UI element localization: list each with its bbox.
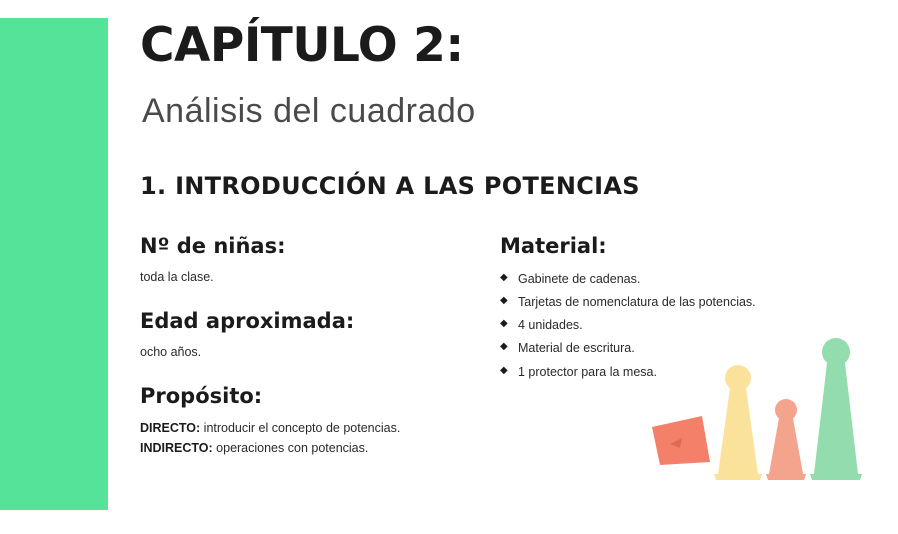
material-item-text: Tarjetas de nomenclatura de las potencias. [518, 295, 756, 310]
purpose-label: Propósito: [140, 383, 263, 408]
page-title: CAPÍTULO 2: [140, 18, 464, 73]
list-item [500, 291, 870, 314]
left-column [140, 234, 480, 459]
material-item-text: Gabinete de cadenas. [518, 272, 641, 286]
left-accent-bar [0, 18, 108, 510]
purpose-indirect-key: INDIRECTO: [140, 441, 213, 456]
right-column [500, 234, 870, 384]
purpose-direct-text: introducir el concepto de potencias. [200, 420, 401, 435]
material-list [500, 268, 870, 384]
list-item [140, 438, 480, 459]
diamond-bullet-icon: ◆ [500, 272, 508, 283]
diamond-bullet-icon: ◆ [500, 341, 508, 353]
section-heading: 1. INTRODUCCIÓN A LAS POTENCIAS [140, 172, 640, 200]
material-label: Material: [500, 234, 607, 258]
approximate-age-label: Edad aproximada: [140, 308, 355, 333]
purpose-list [140, 418, 480, 459]
list-item [140, 418, 480, 439]
material-item-text: 4 unidades. [518, 318, 583, 333]
number-of-girls-label: Nº de niñas: [140, 234, 286, 258]
number-of-girls-value: toda la clase. [140, 270, 214, 284]
list-item [500, 361, 870, 384]
purpose-direct-key: DIRECTO: [140, 420, 201, 435]
list-item [500, 337, 870, 360]
material-item-text: 1 protector para la mesa. [518, 364, 657, 379]
content-area [140, 0, 898, 534]
diamond-bullet-icon: ◆ [500, 364, 508, 376]
list-item [500, 268, 870, 291]
list-item [500, 314, 870, 337]
diamond-bullet-icon: ◆ [500, 318, 508, 330]
material-item-text: Material de escritura. [518, 341, 635, 356]
diamond-bullet-icon: ◆ [500, 295, 508, 307]
approximate-age-value: ocho años. [140, 344, 202, 359]
page-subtitle: Análisis del cuadrado [142, 92, 476, 130]
purpose-indirect-text: operaciones con potencias. [212, 441, 369, 456]
